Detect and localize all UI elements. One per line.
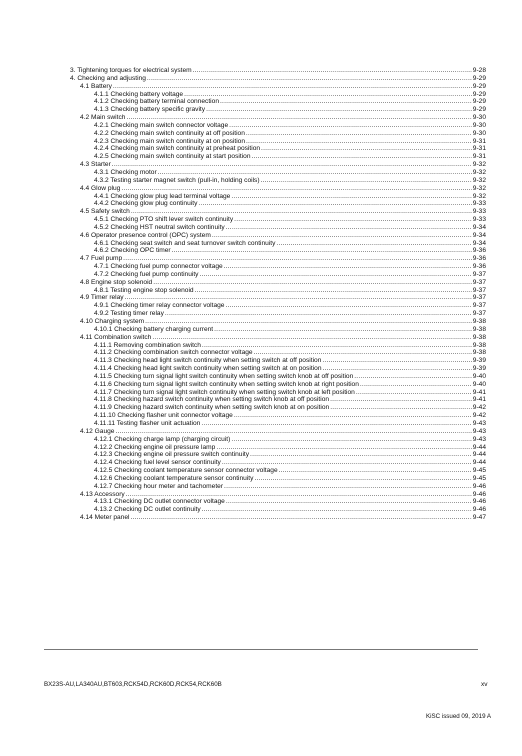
toc-entry-page: 9-32 [472, 184, 486, 192]
toc-entry-title: 4.12.4 Checking fuel level sensor continuity [94, 459, 221, 467]
toc-leader-dots [184, 91, 472, 99]
toc-entry-page: 9-38 [472, 318, 486, 325]
toc-entry-page: 9-39 [472, 357, 486, 365]
toc-entry[interactable] [70, 326, 486, 334]
toc-entry-page: 9-30 [472, 121, 486, 129]
toc-entry-title: 4.7.2 Checking fuel pump continuity [94, 270, 199, 278]
toc-leader-dots [112, 161, 472, 169]
toc-entry-title: 4.11.10 Checking flasher unit connector voltage [94, 412, 233, 420]
toc-entry-page: 9-34 [472, 223, 486, 231]
toc-entry[interactable] [70, 263, 486, 271]
toc-leader-dots [323, 365, 472, 373]
toc-leader-dots [246, 138, 472, 146]
toc-leader-dots [234, 412, 472, 420]
toc-entry-title: 4.8.1 Testing engine stop solenoid [94, 286, 194, 294]
toc-entry[interactable] [70, 98, 486, 106]
toc-entry-page: 9-44 [472, 451, 486, 459]
toc-entry-title: 4.7 Fuel pump [80, 255, 123, 263]
toc-entry[interactable] [70, 389, 486, 397]
toc-leader-dots [201, 420, 471, 428]
toc-entry-page: 9-34 [472, 231, 486, 239]
toc-entry-page: 9-31 [472, 137, 486, 145]
toc-entry-page: 9-29 [472, 74, 486, 82]
toc-leader-dots [216, 444, 471, 452]
toc-leader-dots [212, 232, 472, 240]
toc-entry-title: 4.9.2 Testing timer relay [94, 310, 164, 318]
toc-entry-page: 9-30 [472, 129, 486, 137]
toc-leader-dots [224, 483, 472, 491]
toc-leader-dots [225, 302, 471, 310]
toc-entry-title: 4.12.7 Checking hour meter and tachometer [94, 482, 224, 490]
toc-entry-title: 4.13 Accessory [80, 490, 125, 498]
toc-entry[interactable] [70, 475, 486, 483]
toc-leader-dots [261, 145, 472, 153]
toc-leader-dots [145, 318, 472, 326]
toc-entry-page: 9-36 [472, 247, 486, 255]
toc-entry[interactable] [70, 373, 486, 381]
toc-entry[interactable] [70, 114, 486, 122]
toc-leader-dots [121, 185, 471, 193]
toc-entry-title: 4.11.11 Testing flasher unit actuation [94, 419, 201, 427]
toc-leader-dots [153, 279, 472, 287]
toc-leader-dots [123, 255, 472, 263]
toc-entry-page: 9-37 [472, 270, 486, 278]
toc-entry-page: 9-41 [472, 388, 486, 396]
footer-divider [44, 649, 478, 650]
toc-entry-page: 9-36 [472, 255, 486, 263]
toc-entry-page: 9-38 [472, 349, 486, 357]
toc-entry-page: 9-43 [472, 435, 486, 443]
toc-entry[interactable] [70, 247, 486, 255]
toc-entry-page: 9-44 [472, 443, 486, 451]
toc-entry[interactable] [70, 404, 486, 412]
toc-entry-title: 4.4.2 Checking glow plug continuity [94, 200, 198, 208]
toc-entry[interactable] [70, 483, 486, 491]
toc-entry-title: 4.1.3 Checking battery specific gravity [94, 106, 206, 114]
toc-entry-page: 9-29 [472, 90, 486, 98]
toc-entry[interactable] [70, 106, 486, 114]
toc-leader-dots [229, 122, 472, 130]
toc-entry-title: 4.4.1 Checking glow plug lead terminal voltage [94, 192, 231, 200]
toc-leader-dots [254, 475, 471, 483]
toc-entry-page: 9-43 [472, 427, 486, 435]
toc-entry-page: 9-37 [472, 294, 486, 302]
toc-entry-title: 4.1.1 Checking battery voltage [94, 90, 184, 98]
toc-entry-page: 9-42 [472, 404, 486, 412]
toc-entry-page: 9-38 [472, 333, 486, 341]
toc-entry-title: 4.13.1 Checking DC outlet connector voltage [94, 498, 225, 506]
toc-entry[interactable] [70, 365, 486, 373]
toc-leader-dots [231, 436, 471, 444]
toc-entry[interactable] [70, 193, 486, 201]
toc-entry[interactable] [70, 396, 486, 404]
toc-leader-dots [152, 334, 471, 342]
table-of-contents [70, 67, 486, 522]
toc-entry[interactable] [70, 161, 486, 169]
toc-entry[interactable] [70, 381, 486, 389]
toc-leader-dots [115, 428, 471, 436]
toc-entry-title: 4.11.5 Checking turn signal light switch continuity when setting switch knob at off position [94, 372, 354, 380]
toc-entry-title: 4.4 Glow plug [80, 184, 121, 192]
toc-leader-dots [234, 216, 472, 224]
toc-entry[interactable] [70, 357, 486, 365]
toc-entry-page: 9-32 [472, 176, 486, 184]
toc-leader-dots [220, 98, 472, 106]
toc-entry-title: 3. Tightening torques for electrical system [70, 67, 192, 74]
toc-leader-dots [214, 326, 472, 334]
toc-leader-dots [222, 459, 472, 467]
toc-entry-title: 4.1.2 Checking battery terminal connection [94, 98, 219, 106]
toc-entry-title: 4.11.1 Removing combination switch [94, 341, 201, 349]
toc-leader-dots [330, 404, 472, 412]
toc-leader-dots [354, 373, 472, 381]
toc-entry[interactable] [70, 506, 486, 514]
footer-model-list: BX23S-AU,LA340AU,BT603,RCK54D,RCK60D,RCK54,RCK60B [44, 681, 222, 688]
toc-leader-dots [250, 451, 472, 459]
toc-entry-title: 4.2 Main switch [80, 114, 126, 122]
toc-entry[interactable] [70, 67, 486, 75]
toc-entry[interactable] [70, 302, 486, 310]
toc-leader-dots [125, 294, 472, 302]
toc-entry-title: 4.11.8 Checking hazard switch continuity when setting switch knob at off position [94, 396, 330, 404]
toc-leader-dots [360, 381, 472, 389]
toc-entry-title: 4.11.2 Checking combination switch connector voltage [94, 349, 253, 357]
toc-entry[interactable] [70, 208, 486, 216]
toc-entry-title: 4.6.2 Checking OPC timer [94, 247, 171, 255]
toc-entry-page: 9-29 [472, 106, 486, 114]
toc-entry-title: 4.10 Charging system [80, 318, 145, 325]
toc-entry-title: 4.11.6 Checking turn signal light switch continuity when setting switch knob at right position [94, 380, 359, 388]
toc-entry-page: 9-45 [472, 467, 486, 475]
toc-entry-title: 4.6.1 Checking seat switch and seat turnover switch continuity [94, 239, 276, 247]
toc-leader-dots [224, 263, 472, 271]
toc-leader-dots [276, 240, 471, 248]
toc-entry[interactable] [70, 294, 486, 302]
toc-leader-dots [261, 177, 472, 185]
toc-entry[interactable] [70, 145, 486, 153]
toc-leader-dots [198, 200, 471, 208]
footer-issue-note: KiSC issued 09, 2019 A [426, 713, 492, 720]
toc-entry-page: 9-33 [472, 216, 486, 224]
toc-entry-page: 9-41 [472, 396, 486, 404]
toc-entry-title: 4.5.2 Checking HST neutral switch continuity [94, 223, 225, 231]
toc-entry-page: 9-39 [472, 365, 486, 373]
toc-entry[interactable] [70, 153, 486, 161]
toc-entry-title: 4.6 Operator presence control (OPC) system [80, 231, 211, 239]
toc-entry-title: 4.5.1 Checking PTO shift lever switch continuity [94, 216, 234, 224]
toc-entry-title: 4. Checking and adjusting [70, 74, 146, 82]
toc-entry-title: 4.11.9 Checking hazard switch continuity when setting switch knob at on position [94, 404, 330, 412]
toc-entry-title: 4.12.1 Checking charge lamp (charging circuit) [94, 435, 231, 443]
toc-entry-page: 9-31 [472, 145, 486, 153]
toc-entry[interactable] [70, 436, 486, 444]
toc-entry[interactable] [70, 91, 486, 99]
toc-entry-title: 4.2.1 Checking main switch connector voltage [94, 121, 229, 129]
toc-entry[interactable] [70, 310, 486, 318]
toc-entry-page: 9-40 [472, 372, 486, 380]
toc-leader-dots [231, 193, 471, 201]
toc-entry-page: 9-37 [472, 302, 486, 310]
toc-entry-title: 4.9 Timer relay [80, 294, 124, 302]
toc-entry[interactable] [70, 279, 486, 287]
toc-entry[interactable] [70, 334, 486, 342]
toc-entry[interactable] [70, 491, 486, 499]
toc-entry-title: 4.1 Battery [80, 82, 112, 90]
toc-entry[interactable] [70, 271, 486, 279]
toc-entry-title: 4.3 Starter [80, 161, 111, 169]
toc-leader-dots [279, 467, 472, 475]
toc-entry-title: 4.2.5 Checking main switch continuity at start position [94, 153, 251, 161]
toc-entry-title: 4.10.1 Checking battery charging current [94, 325, 214, 333]
toc-entry-page: 9-28 [472, 67, 486, 74]
toc-entry-page: 9-29 [472, 98, 486, 106]
toc-leader-dots [322, 357, 471, 365]
toc-entry[interactable] [70, 318, 486, 326]
toc-entry[interactable] [70, 420, 486, 428]
toc-entry-page: 9-37 [472, 310, 486, 318]
toc-entry-title: 4.5 Safety switch [80, 208, 130, 216]
toc-entry-page: 9-42 [472, 412, 486, 420]
toc-entry[interactable] [70, 459, 486, 467]
toc-entry[interactable] [70, 130, 486, 138]
toc-entry-title: 4.3.1 Checking motor [94, 168, 157, 176]
toc-entry-page: 9-47 [472, 514, 486, 522]
toc-entry-title: 4.14 Meter panel [80, 514, 130, 522]
toc-entry[interactable] [70, 138, 486, 146]
toc-entry[interactable] [70, 342, 486, 350]
toc-entry-page: 9-34 [472, 239, 486, 247]
toc-entry[interactable] [70, 169, 486, 177]
toc-entry-page: 9-30 [472, 114, 486, 122]
toc-entry[interactable] [70, 451, 486, 459]
toc-entry-title: 4.12.2 Checking engine oil pressure lamp [94, 443, 216, 451]
toc-entry-title: 4.2.3 Checking main switch continuity at on position [94, 137, 246, 145]
toc-leader-dots [330, 396, 472, 404]
toc-entry-title: 4.13.2 Checking DC outlet continuity [94, 506, 201, 514]
toc-leader-dots [252, 153, 472, 161]
toc-entry-page: 9-38 [472, 325, 486, 333]
toc-leader-dots [158, 169, 472, 177]
toc-entry[interactable] [70, 122, 486, 130]
footer-page-number: xv [481, 681, 488, 688]
toc-entry[interactable] [70, 514, 486, 522]
toc-leader-dots [356, 389, 472, 397]
toc-entry[interactable] [70, 349, 486, 357]
toc-entry-page: 9-33 [472, 200, 486, 208]
toc-entry-title: 4.12.5 Checking coolant temperature sensor connector voltage [94, 467, 278, 475]
toc-entry[interactable] [70, 467, 486, 475]
toc-leader-dots [113, 83, 472, 91]
toc-entry-title: 4.11.3 Checking head light switch continuity when setting switch at off position [94, 357, 322, 365]
toc-leader-dots [165, 310, 472, 318]
toc-entry[interactable] [70, 216, 486, 224]
toc-entry-title: 4.9.1 Checking timer relay connector voltage [94, 302, 225, 310]
toc-entry-page: 9-36 [472, 263, 486, 271]
toc-leader-dots [199, 271, 471, 279]
toc-entry-page: 9-46 [472, 490, 486, 498]
toc-entry-title: 4.3.2 Testing starter magnet switch (pull-in, holding coils) [94, 176, 260, 184]
toc-entry[interactable] [70, 83, 486, 91]
toc-entry-page: 9-32 [472, 161, 486, 169]
toc-leader-dots [131, 514, 472, 522]
toc-entry[interactable] [70, 224, 486, 232]
toc-entry-page: 9-31 [472, 153, 486, 161]
toc-entry-title: 4.8 Engine stop solenoid [80, 278, 153, 286]
toc-entry-page: 9-44 [472, 459, 486, 467]
toc-entry[interactable] [70, 498, 486, 506]
toc-entry-page: 9-37 [472, 278, 486, 286]
toc-entry-page: 9-40 [472, 380, 486, 388]
toc-entry-page: 9-37 [472, 286, 486, 294]
toc-entry-page: 9-46 [472, 506, 486, 514]
toc-leader-dots [246, 130, 472, 138]
toc-entry-page: 9-38 [472, 341, 486, 349]
toc-leader-dots [226, 224, 472, 232]
toc-entry-page: 9-33 [472, 208, 486, 216]
toc-entry-page: 9-29 [472, 82, 486, 90]
toc-leader-dots [126, 114, 471, 122]
toc-entry[interactable] [70, 412, 486, 420]
toc-leader-dots [172, 247, 472, 255]
toc-entry-title: 4.11.7 Checking turn signal light switch continuity when setting switch knob at left position [94, 388, 355, 396]
toc-leader-dots [202, 342, 472, 350]
toc-entry-page: 9-46 [472, 498, 486, 506]
toc-entry-page: 9-43 [472, 419, 486, 427]
toc-leader-dots [126, 491, 472, 499]
toc-entry[interactable] [70, 255, 486, 263]
toc-leader-dots [226, 498, 472, 506]
toc-leader-dots [131, 208, 472, 216]
toc-entry[interactable] [70, 428, 486, 436]
toc-entry[interactable] [70, 75, 486, 83]
toc-entry-title: 4.12 Gauge [80, 427, 115, 435]
toc-entry-title: 4.12.6 Checking coolant temperature sensor continuity [94, 474, 254, 482]
toc-leader-dots [254, 349, 472, 357]
toc-entry[interactable] [70, 232, 486, 240]
toc-leader-dots [195, 287, 472, 295]
toc-entry-title: 4.2.4 Checking main switch continuity at preheat position [94, 145, 261, 153]
toc-entry[interactable] [70, 444, 486, 452]
toc-entry-title: 4.11.4 Checking head light switch continuity when setting switch at on position [94, 365, 322, 373]
toc-entry-title: 4.11 Combination switch [80, 333, 152, 341]
toc-entry-title: 4.7.1 Checking fuel pump connector voltage [94, 263, 223, 271]
toc-entry-page: 9-46 [472, 482, 486, 490]
toc-entry-title: 4.12.3 Checking engine oil pressure switch continuity [94, 451, 250, 459]
toc-entry[interactable] [70, 177, 486, 185]
toc-entry[interactable] [70, 287, 486, 295]
toc-entry[interactable] [70, 240, 486, 248]
toc-entry-page: 9-45 [472, 474, 486, 482]
toc-leader-dots [202, 506, 472, 514]
toc-entry-page: 9-32 [472, 168, 486, 176]
toc-leader-dots [147, 75, 472, 83]
toc-entry-title: 4.2.2 Checking main switch continuity at off position [94, 129, 245, 137]
toc-entry[interactable] [70, 200, 486, 208]
toc-leader-dots [193, 67, 472, 75]
toc-entry-page: 9-32 [472, 192, 486, 200]
toc-leader-dots [206, 106, 472, 114]
toc-entry[interactable] [70, 185, 486, 193]
